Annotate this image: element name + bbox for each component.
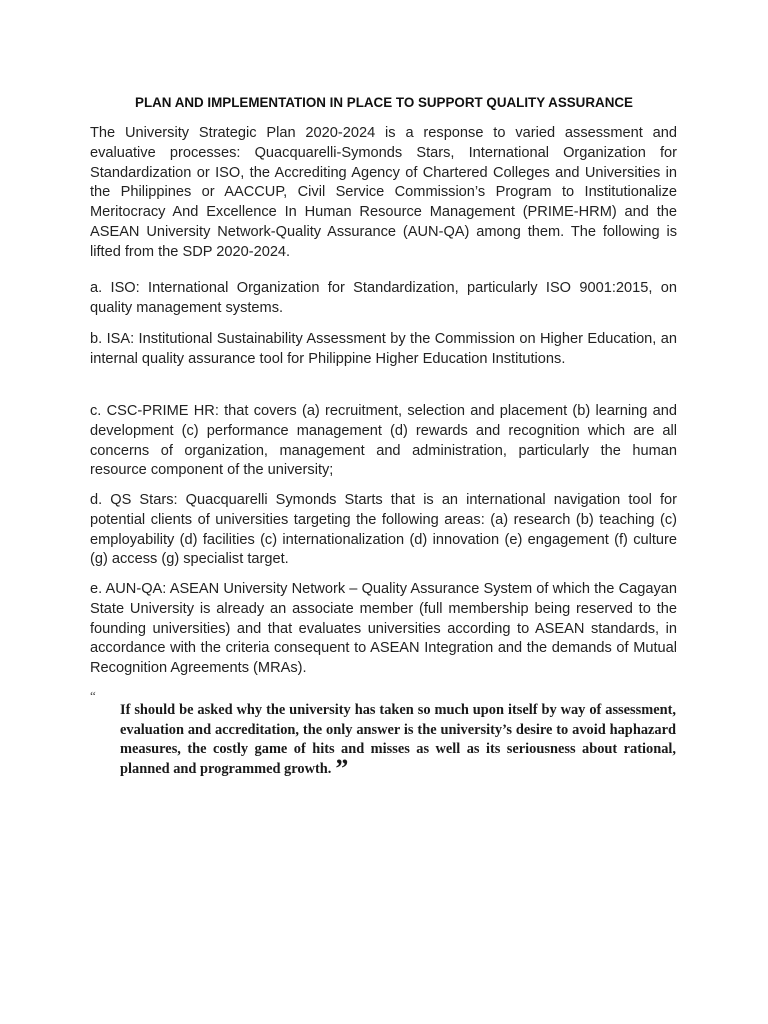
close-quote-mark: ” (335, 753, 349, 783)
intro-paragraph: The University Strategic Plan 2020-2024 is a response to varied assessment and evaluative processes: Quacquarelli-Symonds Stars, International Organization for Standardization or ISO, the Accrediting Agency of Chartered Colleges and Universities in the Philippines or AACCUP, Civil Service Commission’s Program to Institutionalize Meritocracy And Excellence In Human Resource Management (PRIME-HRM) and the ASEAN University Network-Quality Assurance (AUN-QA) among them. The following is lifted from the SDP 2020-2024. (90, 125, 677, 260)
quote-text: If should be asked why the university has taken so much upon itself by way of assessment, evaluation and accreditation, the only answer is the university’s desire to avoid haphazard measures, the costly game of hits and misses as well as its seriousness about rational, planned and programmed growth. (120, 702, 676, 777)
block-quote (120, 701, 676, 783)
list-item-csc-prime-hr: c. CSC-PRIME HR: that covers (a) recruitment, selection and placement (b) learning and development (c) performance management (d) rewards and recognition which are all concerns of organization, management and administration, particularly the human resource component of the university; (90, 403, 677, 479)
list-item-iso: a. ISO: International Organization for Standardization, particularly ISO 9001:2015, on quality management systems. (90, 280, 677, 316)
open-quote-mark: “ (90, 688, 96, 703)
page-title: PLAN AND IMPLEMENTATION IN PLACE TO SUPPORT QUALITY ASSURANCE (135, 95, 633, 110)
list-item-isa: b. ISA: Institutional Sustainability Assessment by the Commission on Higher Education, an internal quality assurance tool for Philippine Higher Education Institutions. (90, 331, 677, 367)
list-item-aun-qa: e. AUN-QA: ASEAN University Network – Quality Assurance System of which the Cagayan State University is already an associate member (full membership being reserved to the founding universities) and that evaluates universities according to ASEAN standards, in accordance with the criteria consequent to ASEAN Integration and the demands of Mutual Recognition Agreements (MRAs). (90, 581, 677, 677)
list-item-qs-stars: d. QS Stars: Quacquarelli Symonds Starts that is an international navigation tool for potential clients of universities targeting the following areas: (a) research (b) teaching (c) employability (d) facilities (c) internationalization (d) innovation (e) engagement (f) culture (g) access (g) specialist target. (90, 492, 677, 568)
